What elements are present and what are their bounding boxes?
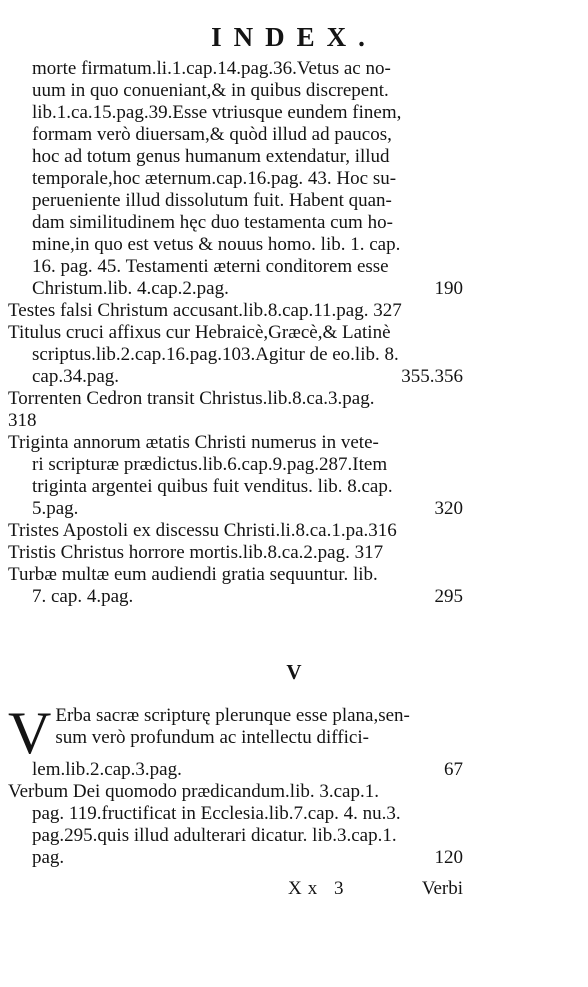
index-line-text: Christum.lib. 4.cap.2.pag. (32, 278, 229, 299)
index-line-text: Tristes Apostoli ex discessu Christi.li.8.ca.1.pa.316 (8, 520, 397, 541)
index-line-text: 7. cap. 4.pag. (32, 586, 134, 607)
index-line-text: perueniente illud dissolutum fuit. Habent quan- (32, 190, 392, 211)
index-line-text: formam verò diuersam,& quòd illud ad paucos, (32, 124, 392, 145)
page-number: 67 (444, 759, 463, 780)
index-line (8, 498, 463, 520)
index-line (8, 234, 463, 256)
index-line (8, 124, 463, 146)
index-line-text: pag. (32, 847, 65, 868)
index-entries-t (8, 58, 463, 608)
signature-mark: Xx 3 (288, 878, 350, 899)
index-line-text: Titulus cruci affixus cur Hebraicè,Græcè,& Latinè (8, 322, 391, 343)
index-line (8, 102, 463, 124)
index-line-text: lem.lib.2.cap.3.pag. (32, 759, 182, 780)
index-line (8, 388, 463, 410)
section-heading-v: V (286, 660, 302, 684)
index-line-text: Turbæ multæ eum audiendi gratia sequuntur. lib. (8, 564, 378, 585)
index-line-text: ri scripturæ prædictus.lib.6.cap.9.pag.287.Item (32, 454, 388, 475)
index-line (8, 520, 463, 542)
index-line-text: hoc ad totum genus humanum extendatur, illud (32, 146, 390, 167)
index-line (8, 344, 463, 366)
index-line-text: scriptus.lib.2.cap.16.pag.103.Agitur de eo.lib. 8. (32, 344, 399, 365)
index-line-text: Testes falsi Christum accusant.lib.8.cap.11.pag. 327 (8, 300, 402, 321)
page-number: 355.356 (401, 366, 463, 387)
index-line (8, 564, 463, 586)
index-line (8, 278, 463, 300)
index-line-text: Tristis Christus horrore mortis.lib.8.ca.2.pag. 317 (8, 542, 384, 563)
index-line (8, 190, 463, 212)
index-line (8, 825, 463, 847)
catchword: Verbi (421, 878, 463, 899)
index-line-text: Triginta annorum ætatis Christi numerus in vete- (8, 432, 379, 453)
index-line (8, 476, 463, 498)
index-line-text: morte firmatum.li.1.cap.14.pag.36.Vetus ac no- (32, 58, 391, 79)
index-line-text: 318 (8, 410, 37, 431)
index-line (8, 256, 463, 278)
index-line-text: lib.1.ca.15.pag.39.Esse vtriusque eundem finem, (32, 102, 402, 123)
page-number: 320 (434, 498, 463, 519)
index-line (8, 759, 463, 781)
index-line (8, 727, 463, 749)
index-line (8, 586, 463, 608)
index-line-text: 16. pag. 45. Testamenti æterni conditorem esse (32, 256, 389, 277)
index-line-text: Torrenten Cedron transit Christus.lib.8.ca.3.pag. (8, 388, 375, 409)
index-line (8, 410, 463, 432)
index-line (8, 781, 463, 803)
page-header-title: INDEX. (211, 22, 377, 52)
index-line-text: pag. 119.fructificat in Ecclesia.lib.7.cap. 4. nu.3. (32, 803, 401, 824)
index-line (8, 366, 463, 388)
index-line-text: dam similitudinem hęc duo testamenta cum ho- (32, 212, 393, 233)
index-line-text: cap.34.pag. (32, 366, 120, 387)
index-line-text: Erba sacræ scripturę plerunque esse plana,sen- (55, 705, 410, 726)
index-entries-v (8, 700, 463, 869)
page-footer (8, 878, 463, 902)
index-line (8, 803, 463, 825)
index-line (8, 212, 463, 234)
index-line-text: sum verò profundum ac intellectu diffici- (55, 727, 369, 748)
page-number: 190 (434, 278, 463, 299)
index-line (8, 454, 463, 476)
index-line-text: mine,in quo est vetus & nouus homo. lib. 1. cap. (32, 234, 401, 255)
index-line (8, 58, 463, 80)
index-line (8, 322, 463, 344)
index-line (8, 168, 463, 190)
index-line-text: temporale,hoc æternum.cap.16.pag. 43. Hoc su- (32, 168, 397, 189)
page-number: 295 (434, 586, 463, 607)
index-line-text: pag.295.quis illud adulterari dicatur. lib.3.cap.1. (32, 825, 397, 846)
index-line (8, 80, 463, 102)
index-line-text: Verbum Dei quomodo prædicandum.lib. 3.cap.1. (8, 781, 379, 802)
index-line-text: uum in quo conueniant,& in quibus discrepent. (32, 80, 389, 101)
index-line (8, 146, 463, 168)
index-line (8, 432, 463, 454)
dropcap-letter: V (8, 700, 52, 766)
index-line-text: 5.pag. (32, 498, 79, 519)
index-line (8, 705, 463, 727)
index-line (8, 847, 463, 869)
index-line-text: triginta argentei quibus fuit venditus. lib. 8.cap. (32, 476, 393, 497)
page-number: 120 (434, 847, 463, 868)
index-line (8, 300, 463, 322)
index-line (8, 542, 463, 564)
